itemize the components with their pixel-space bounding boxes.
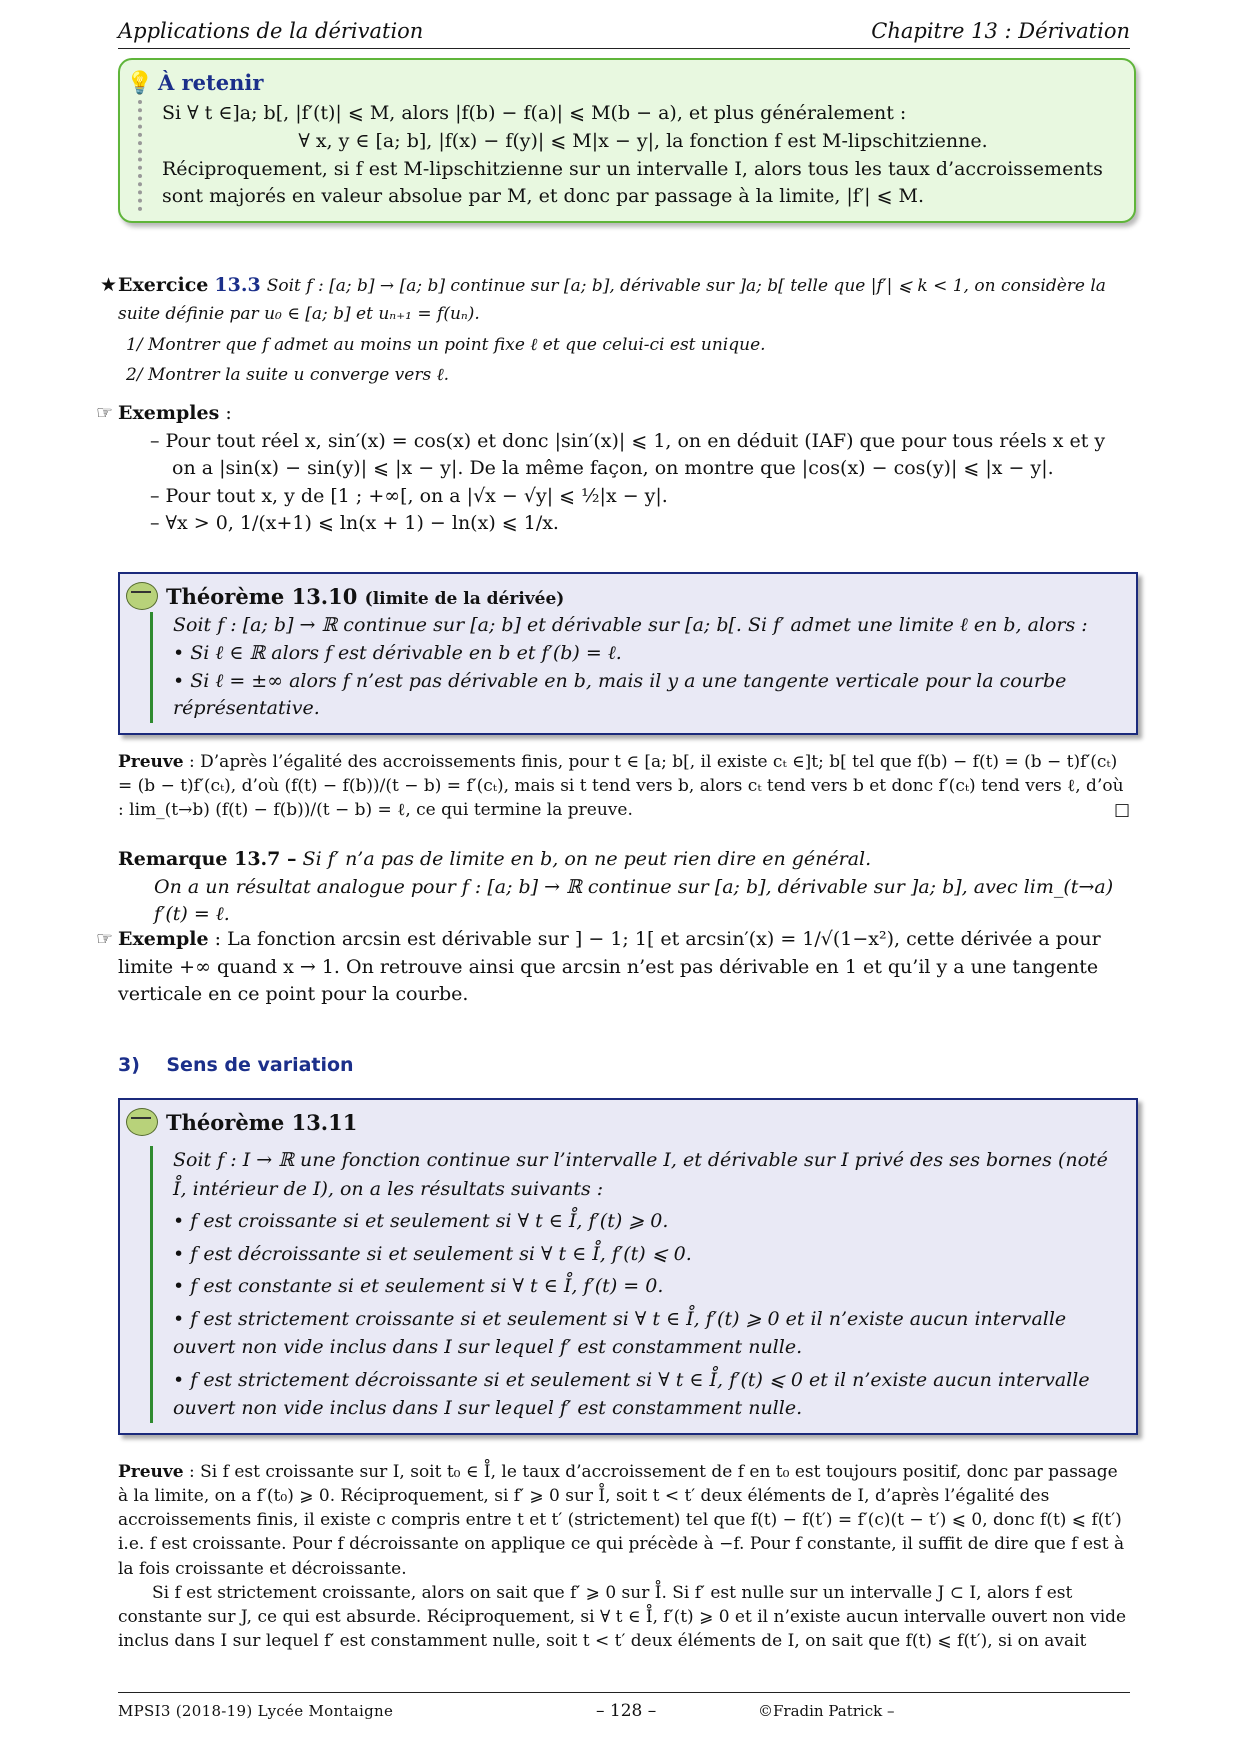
theorem-13-10 [118, 572, 1138, 735]
exemples-item1: – Pour tout réel x, sin′(x) = cos(x) et donc |sin′(x)| ⩽ 1, on en déduit (IAF) que pour tous réels x et y on a |sin(x) − sin(y)| ⩽ |x − y|. De la même façon, on montre que |cos(x) − cos(y)| ⩽ |x − y|. [150, 429, 1106, 480]
exemples-item2-text: Pour tout x, y de [1 ; +∞[, on a |√x − √y| ⩽ ½|x − y|. [165, 484, 668, 507]
preuve2-block [118, 1460, 1130, 1653]
remarque-block [118, 846, 1130, 929]
header-right: Chapitre 13 : Dérivation [871, 19, 1130, 43]
page-header [118, 16, 1130, 49]
exercice-q2: 2/ Montrer la suite u converge vers ℓ. [126, 365, 450, 386]
preuve2-text2: Si f est strictement croissante, alors on sait que f′ ⩾ 0 sur I̊. Si f′ est nulle sur un intervalle J ⊂ I, alors f est constante sur J, ce qui est absurde. Réciproquement, si ∀ t ∈ I̊, f′(t) ⩾ 0 et il n’existe aucun intervalle ouvert non vide inclus dans I sur lequel f′ est constamment nulle, soit t < t′ deux éléments de I, on sait que f(t) ⩽ f(t′), si on avait [118, 1582, 1127, 1651]
lightbulb-icon: 💡 [126, 71, 154, 96]
retenir-line2: ∀ x, y ∈ [a; b], |f(x) − f(y)| ⩽ M|x − y|, la fonction f est M-lipschitzienne. [298, 129, 988, 152]
exemples-label: Exemples [118, 402, 220, 424]
theorem-13-11-bullet2: • f est décroissante si et seulement si ∀ t ∈ I̊, f′(t) ⩽ 0. [173, 1242, 692, 1265]
page-footer [118, 1692, 1130, 1721]
section-heading [118, 1052, 354, 1080]
section-title: Sens de variation [166, 1054, 354, 1076]
exemples-item2: – Pour tout x, y de [1 ; +∞[, on a |√x − √y| ⩽ ½|x − y|. [150, 484, 668, 507]
exercice-number: 13.3 [214, 274, 261, 296]
theorem-13-11-bullet3: • f est constante si et seulement si ∀ t ∈ I̊, f′(t) = 0. [173, 1275, 664, 1298]
exemple2-label: Exemple [118, 928, 209, 950]
page-number: – 128 – [596, 1701, 657, 1721]
exemples-block: ☞ Exemples : – Pour tout réel x, sin′(x) = cos(x) et donc |sin′(x)| ⩽ 1, on en déduit (IAF) que pour tous réels x et y on a |sin(x) − sin(y)| ⩽ |x − y|. De la même façon, on montre que |cos(x) − cos(y)| ⩽ |x − y|. – Pour tout x, y de [1 ; +∞[, on a |√x − √y| ⩽ ½|x − y|. – ∀x > 0, 1/(x+1) ⩽ ln(x + 1) − ln(x) ⩽ 1/x. [118, 400, 1130, 538]
header-left: Applications de la dérivation [118, 19, 424, 43]
remarque-label: Remarque 13.7 – [118, 848, 297, 870]
exemple2-text: : La fonction arcsin est dérivable sur ] − 1; 1[ et arcsin′(x) = 1/√(1−x²), cette dérivée a pour limite +∞ quand x → 1. On retrouve ainsi que arcsin n’est pas dérivable en 1 et qu’il y a une tangente verticale en ce point pour la courbe. [118, 928, 1101, 1006]
remarque-line1: Si f′ n’a pas de limite en b, on ne peut rien dire en général. [302, 848, 872, 870]
smiley-glasses-icon [126, 582, 158, 610]
pointing-hand-icon: ☞ [96, 402, 114, 424]
theorem-13-10-body [150, 612, 1126, 722]
footer-right: ©Fradin Patrick – [758, 1702, 895, 1720]
exemples-item1-text: Pour tout réel x, sin′(x) = cos(x) et donc |sin′(x)| ⩽ 1, on en déduit (IAF) que pour tous réels x et y on a |sin(x) − sin(y)| ⩽ |x − y|. De la même façon, on montre que |cos(x) − cos(y)| ⩽ |x − y|. [165, 429, 1106, 480]
exercice-q1: 1/ Montrer que f admet au moins un point fixe ℓ et que celui-ci est unique. [126, 335, 766, 356]
preuve2-label: Preuve [118, 1462, 184, 1482]
remarque-line2: On a un résultat analogue pour f : [a; b] → ℝ continue sur [a; b], dérivable sur ]a; b], avec lim_(t→a) f′(t) = ℓ. [154, 875, 1114, 926]
retenir-line1: Si ∀ t ∈]a; b[, |f′(t)| ⩽ M, alors |f(b) − f(a)| ⩽ M(b − a), et plus généralement : [162, 102, 907, 125]
theorem-13-10-bullet2: • Si ℓ = ±∞ alors f n’est pas dérivable en b, mais il y a une tangente verticale pour la courbe réprésentative. [173, 669, 1067, 720]
theorem-13-10-subtitle: (limite de la dérivée) [364, 589, 565, 609]
preuve2-par1 [118, 1460, 1130, 1581]
exemples-item3: – ∀x > 0, 1/(x+1) ⩽ ln(x + 1) − ln(x) ⩽ 1/x. [150, 512, 559, 535]
theorem-13-11-bullet4: • f est strictement croissante si et seulement si ∀ t ∈ I̊, f′(t) ⩾ 0 et il n’existe aucun intervalle ouvert non vide inclus dans I sur lequel f′ est constamment nulle. [173, 1307, 1067, 1359]
retenir-box [118, 58, 1136, 223]
theorem-13-11 [118, 1098, 1138, 1435]
preuve1-label: Preuve [118, 752, 184, 772]
theorem-13-10-bullet1: • Si ℓ ∈ ℝ alors f est dérivable en b et f′(b) = ℓ. [173, 641, 622, 664]
retenir-body [138, 100, 1124, 210]
exercice-block [100, 272, 1130, 387]
preuve2-text1: : Si f est croissante sur I, soit t₀ ∈ I̊, le taux d’accroissement de f en t₀ est toujours positif, donc par passage à la limite, on a f′(t₀) ⩾ 0. Réciproquement, si f′ ⩾ 0 sur I̊, soit t < t′ deux éléments de I, d’après l’égalité des accroissements finis, il existe c compris entre t et t′ (strictement) tel que f(t) − f(t′) = f′(c)(t − t′) ⩽ 0, donc f(t) ⩽ f(t′) i.e. f est croissante. Pour f décroissante on applique ce qui précède à −f. Pour f constante, il suffit de dire que f est à la fois croissante et décroissante. [118, 1462, 1125, 1579]
qed-symbol: □ [1113, 800, 1130, 821]
exercice-text: Soit f : [a; b] → [a; b] continue sur [a; b], dérivable sur ]a; b[ telle que |f′| ⩽ k < 1, on considère la suite définie par u₀ ∈ [a; b] et uₙ₊₁ = f(uₙ). [118, 276, 1106, 324]
theorem-13-11-bullet1: • f est croissante si et seulement si ∀ t ∈ I̊, f′(t) ⩾ 0. [173, 1210, 669, 1233]
preuve1-block [118, 750, 1130, 822]
theorem-13-10-line1: Soit f : [a; b] → ℝ continue sur [a; b] et dérivable sur [a; b[. Si f′ admet une limite ℓ en b, alors : [173, 614, 1088, 637]
retenir-line3: Réciproquement, si f est M-lipschitzienne sur un intervalle I, alors tous les taux d’accroissements sont majorés en valeur absolue par M, et donc par passage à la limite, |f′| ⩽ M. [162, 157, 1103, 208]
theorem-13-11-body [150, 1146, 1126, 1423]
exemple2-block [96, 926, 1130, 1009]
pointing-hand-icon-2: ☞ [96, 928, 114, 950]
preuve1-text: : D’après l’égalité des accroissements finis, pour t ∈ [a; b[, il existe cₜ ∈]t; b[ tel que f(b) − f(t) = (b − t)f′(cₜ) = (b − t)f′(cₜ), d’où (f(t) − f(b))/(t − b) = f′(cₜ), mais si t tend vers b, alors cₜ tend vers b et donc f′(cₜ) tend vers ℓ, d’où : lim_(t→b) (f(t) − f(b))/(t − b) = ℓ, ce qui termine la preuve. [118, 752, 1124, 821]
smiley-glasses-icon [126, 1108, 158, 1136]
footer-left: MPSI3 (2018-19) Lycée Montaigne [118, 1702, 394, 1720]
exercice-label: Exercice [118, 274, 209, 296]
theorem-13-10-title-text: Théorème 13.10 [166, 584, 358, 609]
theorem-13-11-bullet5: • f est strictement décroissante si et seulement si ∀ t ∈ I̊, f′(t) ⩽ 0 et il n’existe aucun intervalle ouvert non vide inclus dans I sur lequel f′ est constamment nulle. [173, 1368, 1090, 1420]
star-icon: ★ [100, 274, 118, 296]
retenir-title: À retenir [158, 70, 264, 95]
section-number: 3) [118, 1054, 140, 1076]
theorem-13-11-intro: Soit f : I → ℝ une fonction continue sur l’intervalle I, et dérivable sur I privé des ses bornes (noté I̊, intérieur de I), on a les résultats suivants : [173, 1149, 1108, 1200]
theorem-13-10-title [166, 582, 1126, 612]
exemples-item3-text: ∀x > 0, 1/(x+1) ⩽ ln(x + 1) − ln(x) ⩽ 1/x. [165, 512, 559, 535]
theorem-13-11-title: Théorème 13.11 [166, 1110, 358, 1135]
